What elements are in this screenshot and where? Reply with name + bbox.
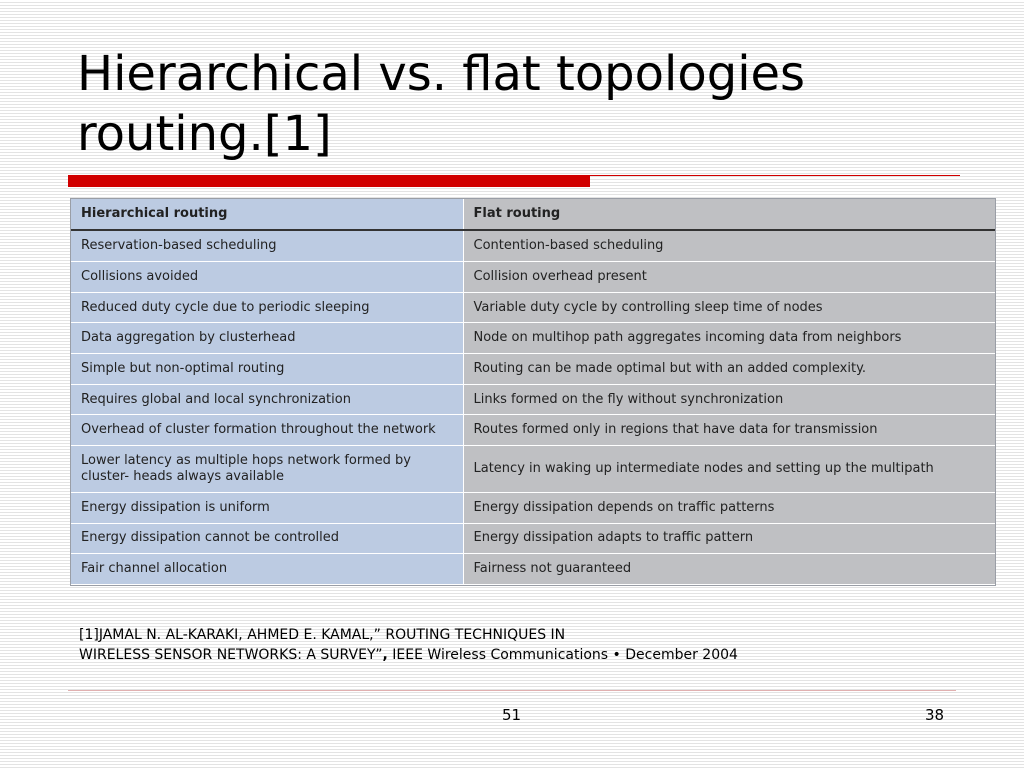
header-hierarchical-routing: Hierarchical routing (71, 199, 463, 230)
flat-cell: Collision overhead present (463, 262, 995, 293)
table-row (71, 445, 995, 492)
hierarchical-cell: Lower latency as multiple hops network formed by cluster- heads always available (71, 445, 463, 492)
header-flat-routing: Flat routing (463, 199, 995, 230)
reference-comma: , (382, 647, 388, 663)
reference-citation (79, 625, 959, 665)
hierarchical-cell: Simple but non-optimal routing (71, 354, 463, 385)
reference-line-2 (79, 645, 959, 665)
reference-journal: IEEE Wireless Communications • December 2004 (387, 647, 738, 663)
flat-cell: Node on multihop path aggregates incoming data from neighbors (463, 323, 995, 354)
table-row (71, 354, 995, 385)
table-row (71, 415, 995, 446)
title-underline-bar (68, 175, 590, 187)
flat-cell: Energy dissipation depends on traffic patterns (463, 492, 995, 523)
flat-cell: Fairness not guaranteed (463, 554, 995, 585)
slide-title: Hierarchical vs. flat topologies routing.[1] (77, 46, 806, 162)
hierarchical-cell: Overhead of cluster formation throughout the network (71, 415, 463, 446)
flat-cell: Routing can be made optimal but with an added complexity. (463, 354, 995, 385)
flat-cell: Contention-based scheduling (463, 230, 995, 262)
flat-cell: Energy dissipation adapts to traffic pattern (463, 523, 995, 554)
hierarchical-cell: Reduced duty cycle due to periodic sleeping (71, 292, 463, 323)
hierarchical-cell: Fair channel allocation (71, 554, 463, 585)
reference-line-1: [1]JAMAL N. AL-KARAKI, AHMED E. KAMAL,” ROUTING TECHNIQUES IN (79, 627, 566, 643)
comparison-table (70, 198, 996, 586)
table-row (71, 292, 995, 323)
hierarchical-cell: Reservation-based scheduling (71, 230, 463, 262)
table-row (71, 323, 995, 354)
slide-number: 51 (502, 706, 522, 724)
table-row (71, 523, 995, 554)
footer-divider (68, 690, 956, 691)
table-header-row (71, 199, 995, 230)
flat-cell: Variable duty cycle by controlling sleep time of nodes (463, 292, 995, 323)
table-row (71, 492, 995, 523)
title-underline-line (590, 175, 960, 176)
hierarchical-cell: Energy dissipation cannot be controlled (71, 523, 463, 554)
reference-title: WIRELESS SENSOR NETWORKS: A SURVEY” (79, 647, 383, 663)
flat-cell: Routes formed only in regions that have data for transmission (463, 415, 995, 446)
flat-cell: Links formed on the fly without synchronization (463, 384, 995, 415)
hierarchical-cell: Data aggregation by clusterhead (71, 323, 463, 354)
hierarchical-cell: Collisions avoided (71, 262, 463, 293)
table-row (71, 230, 995, 262)
hierarchical-cell: Energy dissipation is uniform (71, 492, 463, 523)
flat-cell: Latency in waking up intermediate nodes and setting up the multipath (463, 445, 995, 492)
page-number: 38 (925, 706, 945, 724)
table-row (71, 384, 995, 415)
table-row (71, 262, 995, 293)
table-row (71, 554, 995, 585)
hierarchical-cell: Requires global and local synchronization (71, 384, 463, 415)
